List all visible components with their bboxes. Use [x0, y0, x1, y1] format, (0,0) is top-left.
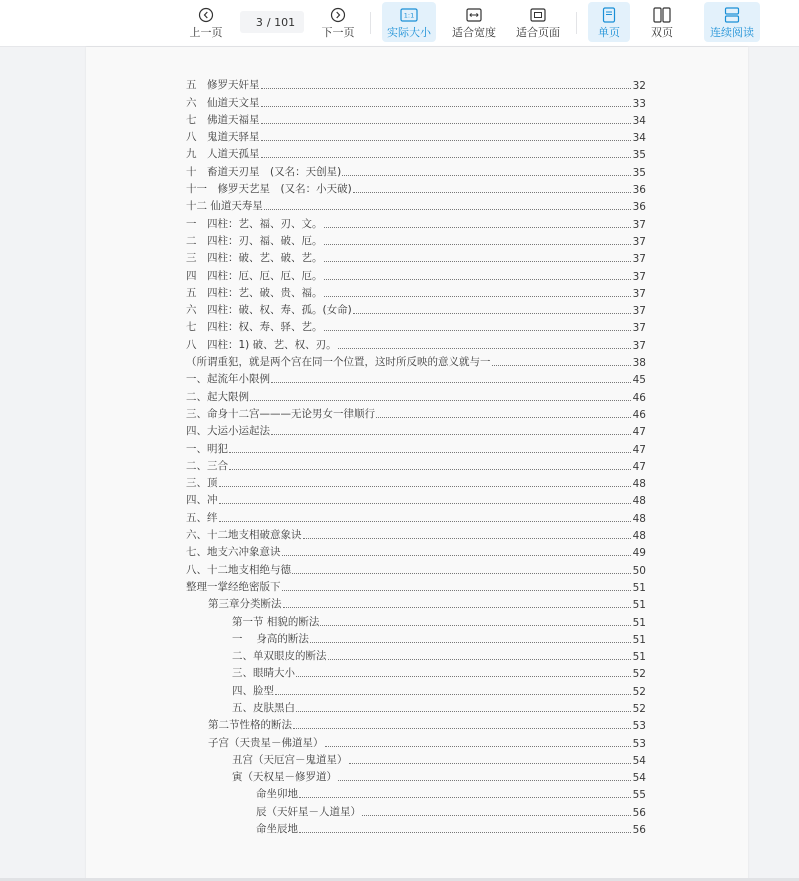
toc-leader-dots: [282, 590, 632, 591]
toc-leader-dots: [296, 711, 631, 712]
toc-leader-dots: [264, 209, 631, 210]
toc-entry[interactable]: [186, 473, 646, 490]
prev-page-button[interactable]: [186, 2, 226, 42]
toc-entry-page: 53: [632, 720, 646, 733]
toc-entry-title: 五、绊: [186, 511, 218, 524]
toc-entry-page: 36: [632, 184, 646, 197]
document-viewport[interactable]: [0, 47, 799, 881]
toc-entry-title: 三 四柱：破、艺、破、艺。: [186, 252, 323, 265]
toc-entry[interactable]: [186, 680, 646, 697]
toc-entry[interactable]: [186, 507, 646, 524]
toc-entry[interactable]: [186, 732, 646, 749]
toc-entry-page: 37: [632, 339, 646, 352]
toc-leader-dots: [229, 469, 631, 470]
continuous-read-button[interactable]: [704, 2, 760, 42]
toc-leader-dots: [492, 365, 632, 366]
toc-entry[interactable]: [186, 196, 646, 213]
double-page-icon: [653, 6, 671, 24]
toc-entry-title: 辰（天奸星－人道星）: [256, 805, 361, 818]
toc-entry-page: 55: [632, 789, 646, 802]
toc-entry[interactable]: [186, 144, 646, 161]
toc-entry-title: 六 仙道天文星: [186, 96, 260, 109]
toc-entry[interactable]: [186, 421, 646, 438]
toc-leader-dots: [342, 175, 631, 176]
toc-entry[interactable]: [186, 715, 646, 732]
toc-entry-page: 37: [632, 218, 646, 231]
toc-entry-page: 51: [632, 581, 646, 594]
actual-size-label: 实际大小: [387, 25, 431, 39]
toc-entry[interactable]: [186, 248, 646, 265]
single-page-icon: [600, 6, 618, 24]
toc-entry[interactable]: [186, 317, 646, 334]
toc-leader-dots: [324, 244, 632, 245]
prev-page-label: 上一页: [189, 25, 223, 39]
toc-leader-dots: [282, 555, 632, 556]
toc-entry-page: 46: [632, 391, 646, 404]
toc-leader-dots: [324, 227, 632, 228]
toc-leader-dots: [293, 728, 631, 729]
toc-leader-dots: [349, 763, 632, 764]
toc-leader-dots: [296, 676, 631, 677]
svg-text:1:1: 1:1: [403, 11, 415, 20]
toc-entry-page: 37: [632, 253, 646, 266]
toc-leader-dots: [376, 417, 631, 418]
toc-entry-page: 34: [632, 132, 646, 145]
toc-entry-title: 二、单双眼皮的断法: [232, 650, 327, 663]
fit-width-icon: [465, 6, 483, 24]
toc-entry-title: 命坐辰地: [256, 823, 298, 836]
toc-leader-dots: [310, 642, 631, 643]
toc-leader-dots: [353, 192, 631, 193]
toc-entry[interactable]: [186, 750, 646, 767]
toc-entry-page: 32: [632, 80, 646, 93]
continuous-read-label: 连续阅读: [710, 25, 754, 39]
toc-entry[interactable]: [186, 161, 646, 178]
toc-entry[interactable]: [186, 629, 646, 646]
next-page-label: 下一页: [321, 25, 355, 39]
toc-entry-title: 十 畜道天刃星 (又名：天创星): [186, 165, 342, 178]
toc-entry-page: 51: [632, 599, 646, 612]
actual-size-icon: [400, 6, 418, 24]
toc-entry-title: 四、大运小运起法: [186, 425, 270, 438]
toc-leader-dots: [338, 348, 631, 349]
toc-entry-title: 第三章分类断法: [208, 598, 282, 611]
toc-entry-title: 一、起流年小限例: [186, 373, 270, 386]
toc-entry[interactable]: [186, 369, 646, 386]
toc-leader-dots: [324, 296, 632, 297]
toc-entry[interactable]: [186, 542, 646, 559]
toc-entry[interactable]: [186, 646, 646, 663]
next-page-button[interactable]: [318, 2, 358, 42]
toc-entry-title: 五、皮肤黑白: [232, 701, 295, 714]
toc-entry-title: 六 四柱：破、权、寿、孤。(女命): [186, 304, 352, 317]
toc-entry-page: 46: [632, 408, 646, 421]
toc-entry-title: 一、明犯: [186, 442, 228, 455]
toc-entry-page: 35: [632, 166, 646, 179]
toc-leader-dots: [229, 452, 631, 453]
toc-entry-title: 四、脸型: [232, 684, 274, 697]
toc-entry-title: 二、三合: [186, 459, 228, 472]
toc-entry[interactable]: [186, 801, 646, 818]
toc-entry-page: 56: [632, 806, 646, 819]
toc-entry-page: 52: [632, 702, 646, 715]
toc-entry[interactable]: [186, 767, 646, 784]
toc-leader-dots: [303, 538, 632, 539]
toc-entry[interactable]: [186, 265, 646, 282]
toc-leader-dots: [324, 279, 632, 280]
toc-entry[interactable]: [186, 334, 646, 351]
toc-entry[interactable]: [186, 559, 646, 576]
current-page-input[interactable]: 3: [255, 15, 263, 29]
toc-leader-dots: [283, 607, 632, 608]
toc-entry-title: 一 身高的断法: [232, 632, 309, 645]
toc-entry-page: 52: [632, 668, 646, 681]
toc-entry[interactable]: [186, 698, 646, 715]
toc-entry-page: 47: [632, 443, 646, 456]
toc-entry-page: 51: [632, 651, 646, 664]
toc-entry-page: 48: [632, 495, 646, 508]
toc-leader-dots: [320, 625, 631, 626]
toc-entry-title: 五 四柱：艺、破、贵、福。: [186, 286, 323, 299]
toc-leader-dots: [250, 400, 631, 401]
toc-entry[interactable]: [186, 577, 646, 594]
toc-entry-page: 51: [632, 616, 646, 629]
toc-entry[interactable]: [186, 404, 646, 421]
toc-entry[interactable]: [186, 490, 646, 507]
toc-entry[interactable]: [186, 663, 646, 680]
toc-leader-dots: [362, 815, 631, 816]
toc-leader-dots: [219, 486, 632, 487]
toc-entry-title: 八 鬼道天驿星: [186, 131, 260, 144]
toc-entry-title: 三、眼睛大小: [232, 667, 295, 680]
toc-entry-page: 34: [632, 114, 646, 127]
toc-entry-title: 四、冲: [186, 494, 218, 507]
toc-entry[interactable]: [186, 213, 646, 230]
toc-entry-page: 45: [632, 374, 646, 387]
toc-leader-dots: [271, 382, 631, 383]
double-page-button[interactable]: [641, 2, 683, 42]
toc-entry-page: 37: [632, 305, 646, 318]
fit-width-button[interactable]: [448, 2, 500, 42]
toc-entry-title: 三、顶: [186, 477, 218, 490]
toc-entry[interactable]: [186, 75, 646, 92]
toc-entry[interactable]: [186, 784, 646, 801]
toc-entry-page: 36: [632, 201, 646, 214]
chevron-left-circle-icon: [197, 6, 215, 24]
toc-leader-dots: [261, 106, 632, 107]
toc-entry[interactable]: [186, 438, 646, 455]
toc-entry[interactable]: [186, 594, 646, 611]
toc-entry-page: 33: [632, 97, 646, 110]
toc-entry-title: 八 四柱：1) 破、艺、权、刃。: [186, 338, 337, 351]
toc-leader-dots: [299, 832, 631, 833]
toc-entry-title: 丑宫（天厄宫－鬼道星）: [232, 753, 348, 766]
toc-leader-dots: [324, 330, 632, 331]
toc-leader-dots: [324, 261, 632, 262]
toc-entry-page: 37: [632, 235, 646, 248]
toc-entry-page: 51: [632, 633, 646, 646]
toc-entry-page: 35: [632, 149, 646, 162]
toc-entry[interactable]: [186, 231, 646, 248]
toc-leader-dots: [261, 123, 632, 124]
double-page-label: 双页: [651, 25, 673, 39]
toc-leader-dots: [325, 746, 632, 747]
viewer-toolbar: [0, 0, 799, 47]
toolbar-divider: [370, 12, 371, 34]
toc-entry-title: 六、十二地支相破意象诀: [186, 529, 302, 542]
toc-leader-dots: [292, 573, 631, 574]
continuous-read-icon: [723, 6, 741, 24]
toc-entry[interactable]: [186, 283, 646, 300]
toc-entry-title: 七 四柱：权、寿、驿、艺。: [186, 321, 323, 334]
toc-entry-page: 54: [632, 772, 646, 785]
toc-entry-title: 八、十二地支相绝与德: [186, 563, 291, 576]
toc-entry-title: 二、起大限例: [186, 390, 249, 403]
toc-entry-title: 整理一掌经绝密版下: [186, 580, 281, 593]
fit-page-label: 适合页面: [516, 25, 560, 39]
toc-entry-page: 54: [632, 754, 646, 767]
toc-entry-title: 二 四柱：刃、福、破、厄。: [186, 234, 323, 247]
toc-entry-title: 四 四柱：厄、厄、厄、厄。: [186, 269, 323, 282]
toc-leader-dots: [261, 88, 632, 89]
toc-leader-dots: [219, 521, 632, 522]
fit-page-button[interactable]: [512, 2, 564, 42]
toc-leader-dots: [275, 694, 631, 695]
fit-width-label: 适合宽度: [452, 25, 496, 39]
toc-leader-dots: [328, 659, 632, 660]
toc-entry-title: 十一 修罗天艺星 (又名：小天破): [186, 183, 352, 196]
toc-entry[interactable]: [186, 110, 646, 127]
toc-entry-page: 47: [632, 426, 646, 439]
toc-entry-title: （所谓重犯，就是两个宫在同一个位置，这时所反映的意义就与一: [186, 356, 491, 369]
toc-entry[interactable]: [186, 386, 646, 403]
toc-leader-dots: [299, 797, 631, 798]
toc-entry-page: 37: [632, 322, 646, 335]
toc-leader-dots: [261, 157, 632, 158]
toc-leader-dots: [261, 140, 632, 141]
toc-entry-page: 48: [632, 530, 646, 543]
toc-entry-page: 37: [632, 287, 646, 300]
toc-entry[interactable]: [186, 352, 646, 369]
toc-entry-page: 38: [632, 357, 646, 370]
toc-leader-dots: [271, 434, 631, 435]
toc-entry-page: 47: [632, 460, 646, 473]
toc-entry[interactable]: [186, 92, 646, 109]
chevron-right-circle-icon: [329, 6, 347, 24]
toc-entry-title: 第一节 相貌的断法: [232, 615, 320, 628]
page-number-box: [240, 11, 304, 33]
toc-entry-page: 56: [632, 824, 646, 837]
toc-entry-page: 53: [632, 737, 646, 750]
toc-entry-title: 第二节性格的断法: [208, 719, 292, 732]
document-page: [86, 47, 748, 881]
fit-page-icon: [529, 6, 547, 24]
toc-entry-title: 五 修罗天奸星: [186, 79, 260, 92]
toc-entry-title: 命坐卯地: [256, 788, 298, 801]
toc-entry-title: 十二 仙道天寿星: [186, 200, 263, 213]
table-of-contents: [186, 75, 646, 836]
toc-entry-title: 子宫（天贵星－佛道星）: [208, 736, 324, 749]
toc-entry-page: 48: [632, 512, 646, 525]
toc-entry-page: 48: [632, 478, 646, 491]
toc-entry[interactable]: [186, 456, 646, 473]
toc-entry[interactable]: [186, 611, 646, 628]
toc-entry-title: 寅（天权星－修罗道）: [232, 771, 337, 784]
toc-entry-page: 37: [632, 270, 646, 283]
toc-entry-title: 七 佛道天福星: [186, 113, 260, 126]
toc-entry-title: 一 四柱：艺、福、刃、文。: [186, 217, 323, 230]
toc-entry-title: 七、地支六冲象意诀: [186, 546, 281, 559]
toc-entry-page: 49: [632, 547, 646, 560]
toc-entry-page: 50: [632, 564, 646, 577]
toc-entry-title: 九 人道天孤星: [186, 148, 260, 161]
single-page-label: 单页: [598, 25, 620, 39]
toc-entry[interactable]: [186, 300, 646, 317]
toc-entry[interactable]: [186, 819, 646, 836]
toc-entry-page: 52: [632, 685, 646, 698]
toolbar-divider: [576, 12, 577, 34]
toc-entry[interactable]: [186, 525, 646, 542]
single-page-button[interactable]: [588, 2, 630, 42]
toc-entry-title: 三、命身十二宫———无论男女一律顺行: [186, 407, 375, 420]
toc-entry[interactable]: [186, 179, 646, 196]
toc-entry[interactable]: [186, 127, 646, 144]
toc-leader-dots: [219, 503, 632, 504]
toc-leader-dots: [338, 780, 631, 781]
total-pages: / 101: [266, 15, 296, 29]
toc-leader-dots: [353, 313, 631, 314]
actual-size-button[interactable]: [382, 2, 436, 42]
